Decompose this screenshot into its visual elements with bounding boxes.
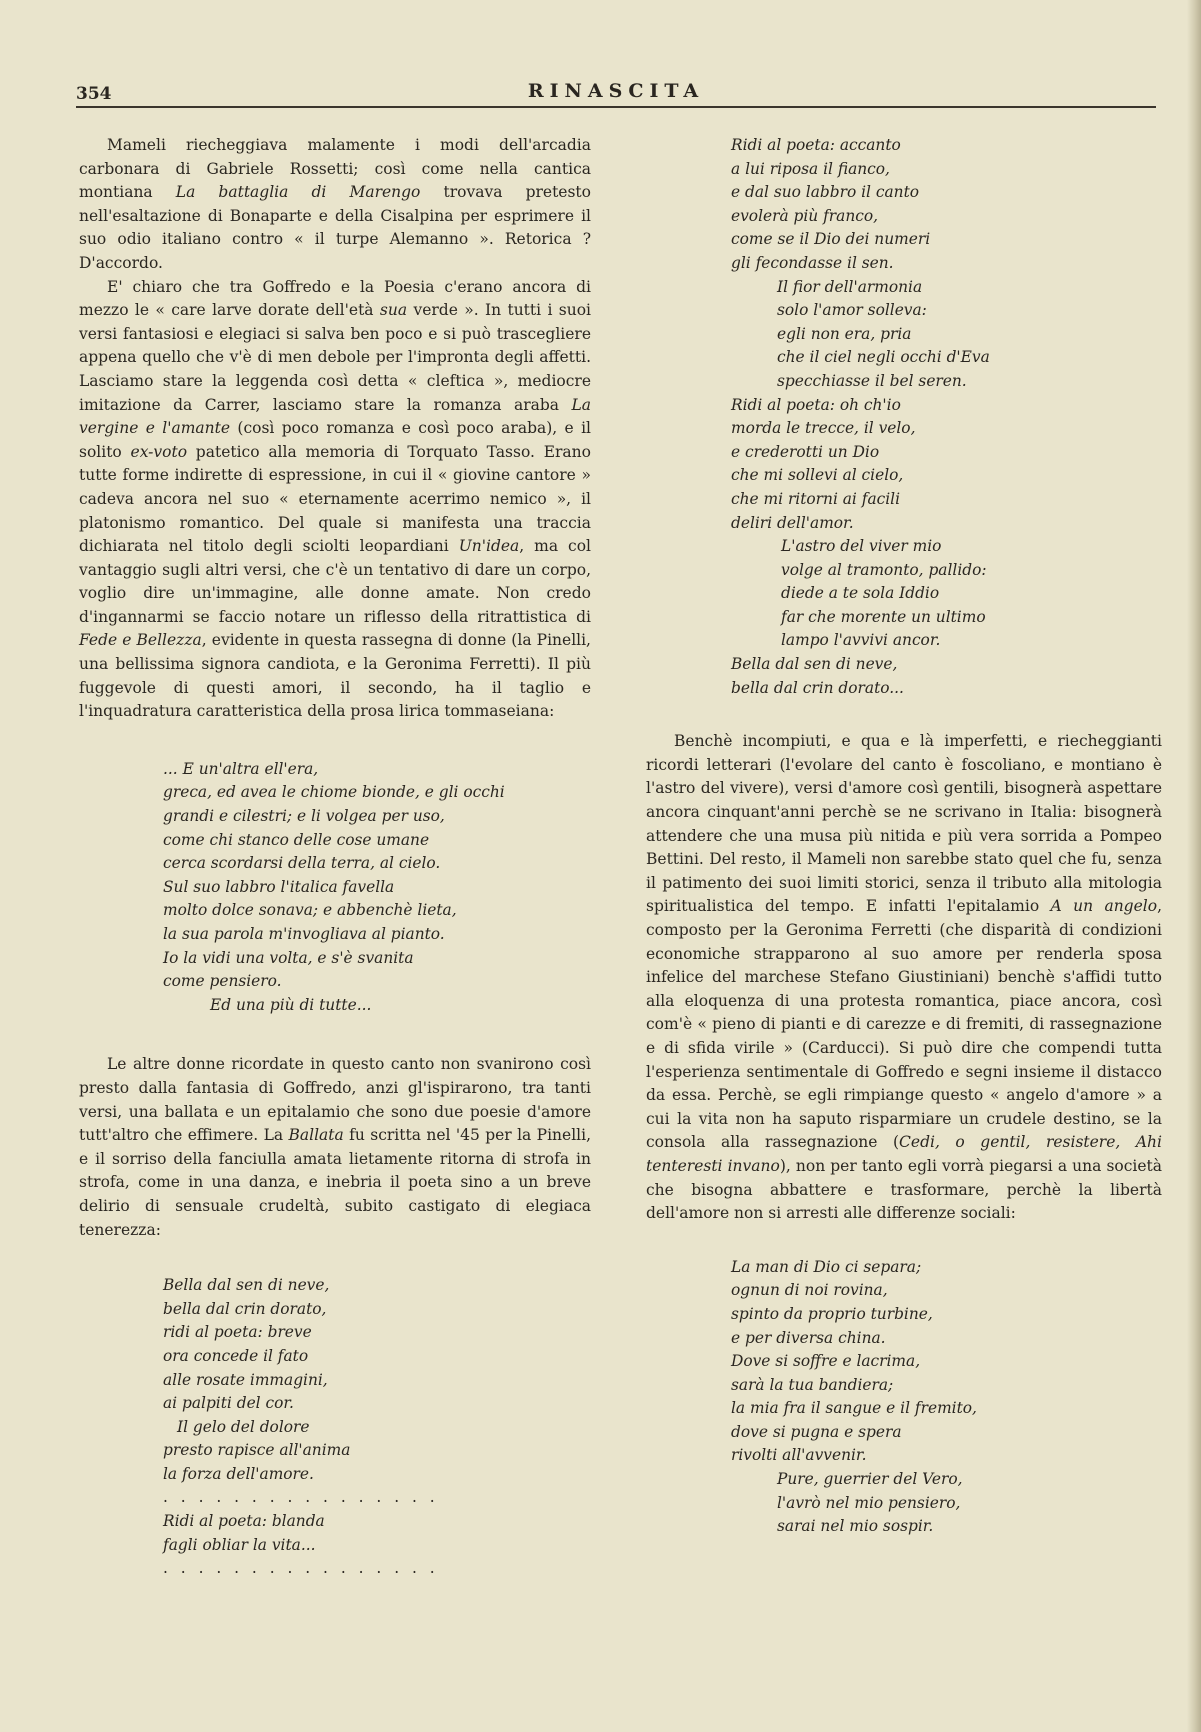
page-header [76,76,1156,106]
poem-line: Ridi al poeta: oh ch'io [731,395,901,414]
poem-line: bella dal crin dorato... [731,678,904,697]
poem-line: bella dal crin dorato, [163,1299,327,1318]
poem-line: ognun di noi rovina, [731,1281,888,1300]
poem-line: morda le trecce, il velo, [731,419,916,438]
poem-line: Io la vidi una volta, e s'è svanita [163,948,414,967]
poem-line: Bella dal sen di neve, [731,655,898,674]
ellipsis-row: . . . . . . . . . . . . . . . . [163,1488,439,1507]
poem-line: sarai nel mio sospir. [777,1517,934,1536]
poem-line: Ed una più di tutte... [210,995,372,1014]
poem-line: che mi ritorni ai facili [731,489,901,508]
running-title: RINASCITA [527,80,705,102]
ellipsis-row: . . . . . . . . . . . . . . . . [163,1559,439,1578]
poem-line: Ridi al poeta: blanda [163,1512,325,1531]
poem-line: come se il Dio dei numeri [731,230,931,249]
poem-line: grandi e cilestri; e li volgea per uso, [163,807,445,826]
poem-line: Il fior dell'armonia [777,277,923,296]
poem-line: egli non era, pria [777,324,912,343]
paragraph-2: E' chiaro che tra Goffredo e la Poesia c'erano ancora di mezzo le « care larve dorate dell'età sua verde ». In tutti i suoi versi fantasiosi e elegiaci si salva ben poco e si può trascegliere appena quello che v'è di men debole per l'impronta degli affetti. Lasciamo stare la leggenda così detta « cleftica », mediocre imitazione da Carrer, lasciamo stare la romanza araba La vergine e l'amante (così poco romanza e così poco araba), e il solito ex-voto patetico alla memoria di Torquato Tasso. Erano tutte forme indirette di espressione, in cui il « giovine cantore » cadeva ancora nel suo « eternamente acerrimo nemico », il platonismo romantico. Del quale si manifesta una traccia dichiarata nel titolo degli sciolti leopardiani Un'idea, ma col vantaggio sugli altri versi, che c'è un tentativo di dare un corpo, voglio dire un'immagine, alle donne amate. Non credo d'ingannarmi se faccio notare un riflesso della ritrattistica di Fede e Bellezza, evidente in questa rassegna di donne (la Pinelli, una bellissima signora candiota, e la Geronima Ferretti). Il più fuggevole di questi amori, il secondo, ha il taglio e l'inquadratura caratteristica della prosa lirica tommaseiana: [79,277,591,721]
poem-line: molto dolce sonava; e abbenchè lieta, [163,901,457,920]
poem-line: gli fecondasse il sen. [731,253,894,272]
paragraph-1: Mameli riecheggiava malamente i modi dell'arcadia carbonara di Gabriele Rossetti; così come nella cantica montiana La battaglia di Marengo trovava pretesto nell'esaltazione di Bonaparte e della Cisalpina per esprimere il suo odio italiano contro « il turpe Alemanno ». Retorica ? D'accordo. [79,136,591,272]
poem-line: la mia fra il sangue e il fremito, [731,1399,977,1418]
poem-line: Bella dal sen di neve, [163,1276,330,1295]
poem-line: che il ciel negli occhi d'Eva [777,348,990,367]
header-rule [76,106,1156,108]
poem-line: spinto da proprio turbine, [731,1304,933,1323]
poem-line: ... E un'altra ell'era, [163,759,319,778]
poem-line: Pure, guerrier del Vero, [777,1470,963,1489]
poem-line: Ridi al poeta: accanto [731,136,901,154]
page-number: 354 [76,84,112,104]
poem-line: Il gelo del dolore [177,1417,310,1436]
poem-excerpt-1 [79,758,591,1018]
poem-line: cerca scordarsi della terra, al cielo. [163,854,441,873]
poem-ballata-1 [79,1274,591,1581]
poem-line: sarà la tua bandiera; [731,1375,894,1394]
poem-line: solo l'amor solleva: [777,301,927,320]
poem-line: far che morente un ultimo [781,607,986,626]
poem-line: volge al tramonto, pallido: [781,560,987,579]
poem-ballata-2 [646,134,1162,700]
poem-line: specchiasse il bel seren. [777,371,967,390]
poem-line: presto rapisce all'anima [163,1441,351,1460]
poem-line: e dal suo labbro il canto [731,183,920,202]
poem-line: lampo l'avvivi ancor. [781,631,941,650]
poem-line: ai palpiti del cor. [163,1394,294,1413]
left-column [79,134,591,1581]
poem-line: La man di Dio ci separa; [731,1257,922,1276]
poem-line: diede a te sola Iddio [781,584,940,603]
page-edge-shadow [1187,0,1201,1732]
poem-line: come chi stanco delle cose umane [163,830,430,849]
poem-line: dove si pugna e spera [731,1422,902,1441]
poem-line: ora concede il fato [163,1346,309,1365]
poem-line: Dove si soffre e lacrima, [731,1352,921,1371]
poem-line: a lui riposa il fianco, [731,159,890,178]
poem-line: evolerà più franco, [731,206,879,225]
paragraph-3: Le altre donne ricordate in questo canto non svanirono così presto dalla fantasia di Goffredo, anzi gl'ispirarono, tra tanti versi, una ballata e un epitalamio che sono due poesie d'amore tutt'altro che effimere. La Ballata fu scritta nel '45 per la Pinelli, e il sorriso della fanciulla amata lietamente ritorna di strofa in strofa, come in una danza, e inebria il poeta sino a un breve delirio di sensuale crudeltà, subito castigato di elegiaca tenerezza: [79,1055,591,1239]
poem-line: rivolti all'avvenir. [731,1446,867,1465]
poem-line: e crederotti un Dio [731,442,880,461]
right-column [646,134,1162,1539]
poem-line: come pensiero. [163,972,282,991]
paragraph-4: Benchè incompiuti, e qua e là imperfetti, e riecheggianti ricordi letterari (l'evolare del canto è foscoliano, e montiano è l'astro del vivere), versi d'amore così gentili, bisognerà aspettare ancora cinquant'anni perchè se ne scrivano in Italia: bisognerà attendere che una musa più nitida e più vera sorrida a Pompeo Bettini. Del resto, il Mameli non sarebbe stato quel che fu, senza il patimento dei suoi limiti storici, senza il tributo alla mitologia spiritualistica del tempo. E infatti l'epitalamio A un angelo, composto per la Geronima Ferretti (che disparità di condizioni economiche strapparono al suo amore per renderla sposa infelice del marchese Stefano Giustiniani) benchè s'affidi tutto alla eloquenza di una protesta romantica, piace ancora, così com'è « pieno di pianti e di carezze e di fremiti, di rassegnazione e di sfida virile » (Carducci). Si può dire che compendi tutta l'esperienza sentimentale di Goffredo e segni insieme il distacco da essa. Perchè, se egli rimpiange questo « angelo d'amore » a cui la vita non ha saputo risparmiare un crudele destino, se la consola alla rassegnazione (Cedi, o gentil, resistere, Ahi tenteresti invano), non per tanto egli vorrà piegarsi a una società che bisogna abbattere e trasformare, perchè la libertà dell'amore non si arresti alle differenze sociali: [646,732,1163,1223]
poem-line: Sul suo labbro l'italica favella [163,877,395,896]
poem-line: greca, ed avea le chiome bionde, e gli occhi [163,783,505,802]
poem-line: e per diversa china. [731,1328,886,1347]
poem-line: fagli obliar la vita... [163,1535,316,1554]
poem-line: deliri dell'amor. [731,513,854,532]
poem-line: la forza dell'amore. [163,1464,314,1483]
poem-line: L'astro del viver mio [781,537,942,556]
poem-epitalamio [646,1256,1162,1539]
poem-line: alle rosate immagini, [163,1370,328,1389]
poem-line: la sua parola m'invogliava al pianto. [163,925,445,943]
poem-line: ridi al poeta: breve [163,1323,312,1342]
poem-line: l'avrò nel mio pensiero, [777,1493,961,1512]
poem-line: che mi sollevi al cielo, [731,466,904,485]
